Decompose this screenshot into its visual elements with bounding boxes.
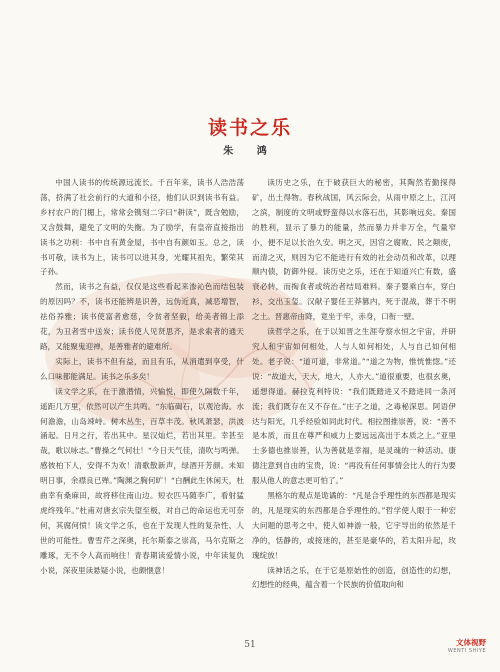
paragraph: 实际上，读书不但有益，而且有乐，从消遣到享受，什么口味都能满足。读书之乐多矣！ (40, 356, 244, 381)
paragraph: 读历史之乐，在于破获巨大的秘密，其陶然若勤探得矿，出土得物。春秋战国，风云际会，从雨中原之上，江河之滨，制度的文明或野蛮得以水落石出，其影响远矣。秦国的胜利，显示了暴力的能量，然而暴力并非万全，气量窄小，便不足以长治久安。明之灭，因官之腐败、民之颠废，而清之灭，则因为它不能进行有效的社会动员和改革，以理顺内债，防御外侵。读历史之乐，还在于知道兴亡有数，盛衰必转，而掏食者或统治者结局难料。秦子婴乘白车，穿白衫，交出玉玺。汉献子婴任王莽篡内，死于混战，葬于不明之土。晋惠帝由降，竟坐于牢，赤身，口衔一壁。 (252, 178, 456, 322)
magazine-brand (448, 637, 486, 654)
brand-subtitle: WENTI SHIYE (447, 648, 486, 654)
paragraph: 读文学之乐，在于激潜情，兴愉悦，即使久隔数千年，遥距几万里，依然可以产生共鸣。“东临碣石，以观沧海。水何澹澹，山岛竦峙。树木丛生，百草丰茂。秋风萧瑟，洪波涌起。日月之行，若出其中。星汉灿烂，若出其里。幸甚至哉，歌以咏志。”曹操之气何壮！“今日天气佳，清吹与鸣弹。感彼柏下人，安得不为欢！清歌散新声，绿酒开芳颜。未知明日事，余襟良已殚。”陶渊之胸何旷！“白酬此生休闲天，杜曲幸有桑麻田，故将移住南山边。短衣匹马随李广，看射猛虎终残年。”杜甫对唐玄宗失望至极，对自己的命运也无可奈何，其腐何愤！读文学之乐，也在于发现人性的复杂性、人世的可能性。曹雪芹之深奥，托尔斯泰之崇高，马尔克斯之雕琢，无不令人高而响往！青春期读爱情小说，中年读复仇小说，深夜里读悬疑小说，也颇惬意！ (40, 386, 244, 575)
paragraph: 黑格尔的观点是诡谲的：“凡是合乎理性的东西都是现实的，凡是现实的东西都是合乎理性的。”哲学使人眼于一种宏大问题的思考之中，使人如神游一般，它宇导出的依然是千净的，恬静的，或接迷的，甚至是豪华的，若太阳升起，玫瑰绽放！ (252, 491, 456, 560)
paragraph: 读哲学之乐，在于以知晋之生涯夸察水恒之宇宙，并研究人和宇宙如何相处，人与人如何相处，人与自己如何相处。老子说：“道可道，非常道。”“道之为物，惟恍惟惚。”还说：“故道大，天大，地大，人亦大。”道很重要，也很玄奥，遥想得道。赫拉克利特说：“我们既踏进又不踏进同一条河流；我们既存在又不存在。”庄子之道，之毒秘深思。阿语伊达与阳光，几乎经验如同此时代。相拉图推崇善，说：“善不是本质，而且在尊严和威力上要远远高出于本质之上。”亚里士多德也推崇善，认为善就是幸福，是灵魂的一种活动。康德注意到自由的宝贵，说：“再没有任何事情会比人的行为要服从他人的意志更可怕了。” (252, 327, 456, 486)
page-number: 51 (244, 640, 256, 650)
paragraph: 读神话之乐，在于它是原始性的创造，创造性的幻想，幻想性的经典，蕴含着一个民族的价值取向和 (252, 565, 456, 590)
paragraph: 中国人读书的传统源远流长。千百年来，读书人浩浩荡荡，挤满了社会前行的大道和小径，他们认识到读书有益。乡村农户的门楣上，常常会镌刻二字曰“耕读”，既含勉励，又含鼓舞，避免了文明的失衡。为了励学，有皇帝直接指出读书之功利：书中自有黄金屋，书中自有颜如玉。总之，读书可敬，读书为上，读书可以进其身，光耀其祖先，繁荣其子孙。 (40, 178, 244, 277)
article-title: 读书之乐 (207, 117, 292, 139)
article-author: 朱 鸿 (223, 146, 277, 157)
brand-name: 文体视野 (456, 638, 486, 647)
paragraph: 然而，读书之有益，仅仅是这些看起来渗沁色而结包装的原因吗？不，读书还能辨是识善，远伪近真，减恶增智，祛俗养雅；读书使富者愈慈，令贫者坚毅，给美者锦上添花，为丑者雪中送炭；读书使人见贤思齐，是求索者的通天路，又能聚鬼迎禅，是善雅者的避难所。 (40, 282, 244, 351)
left-column (40, 176, 244, 578)
right-column (252, 176, 456, 593)
